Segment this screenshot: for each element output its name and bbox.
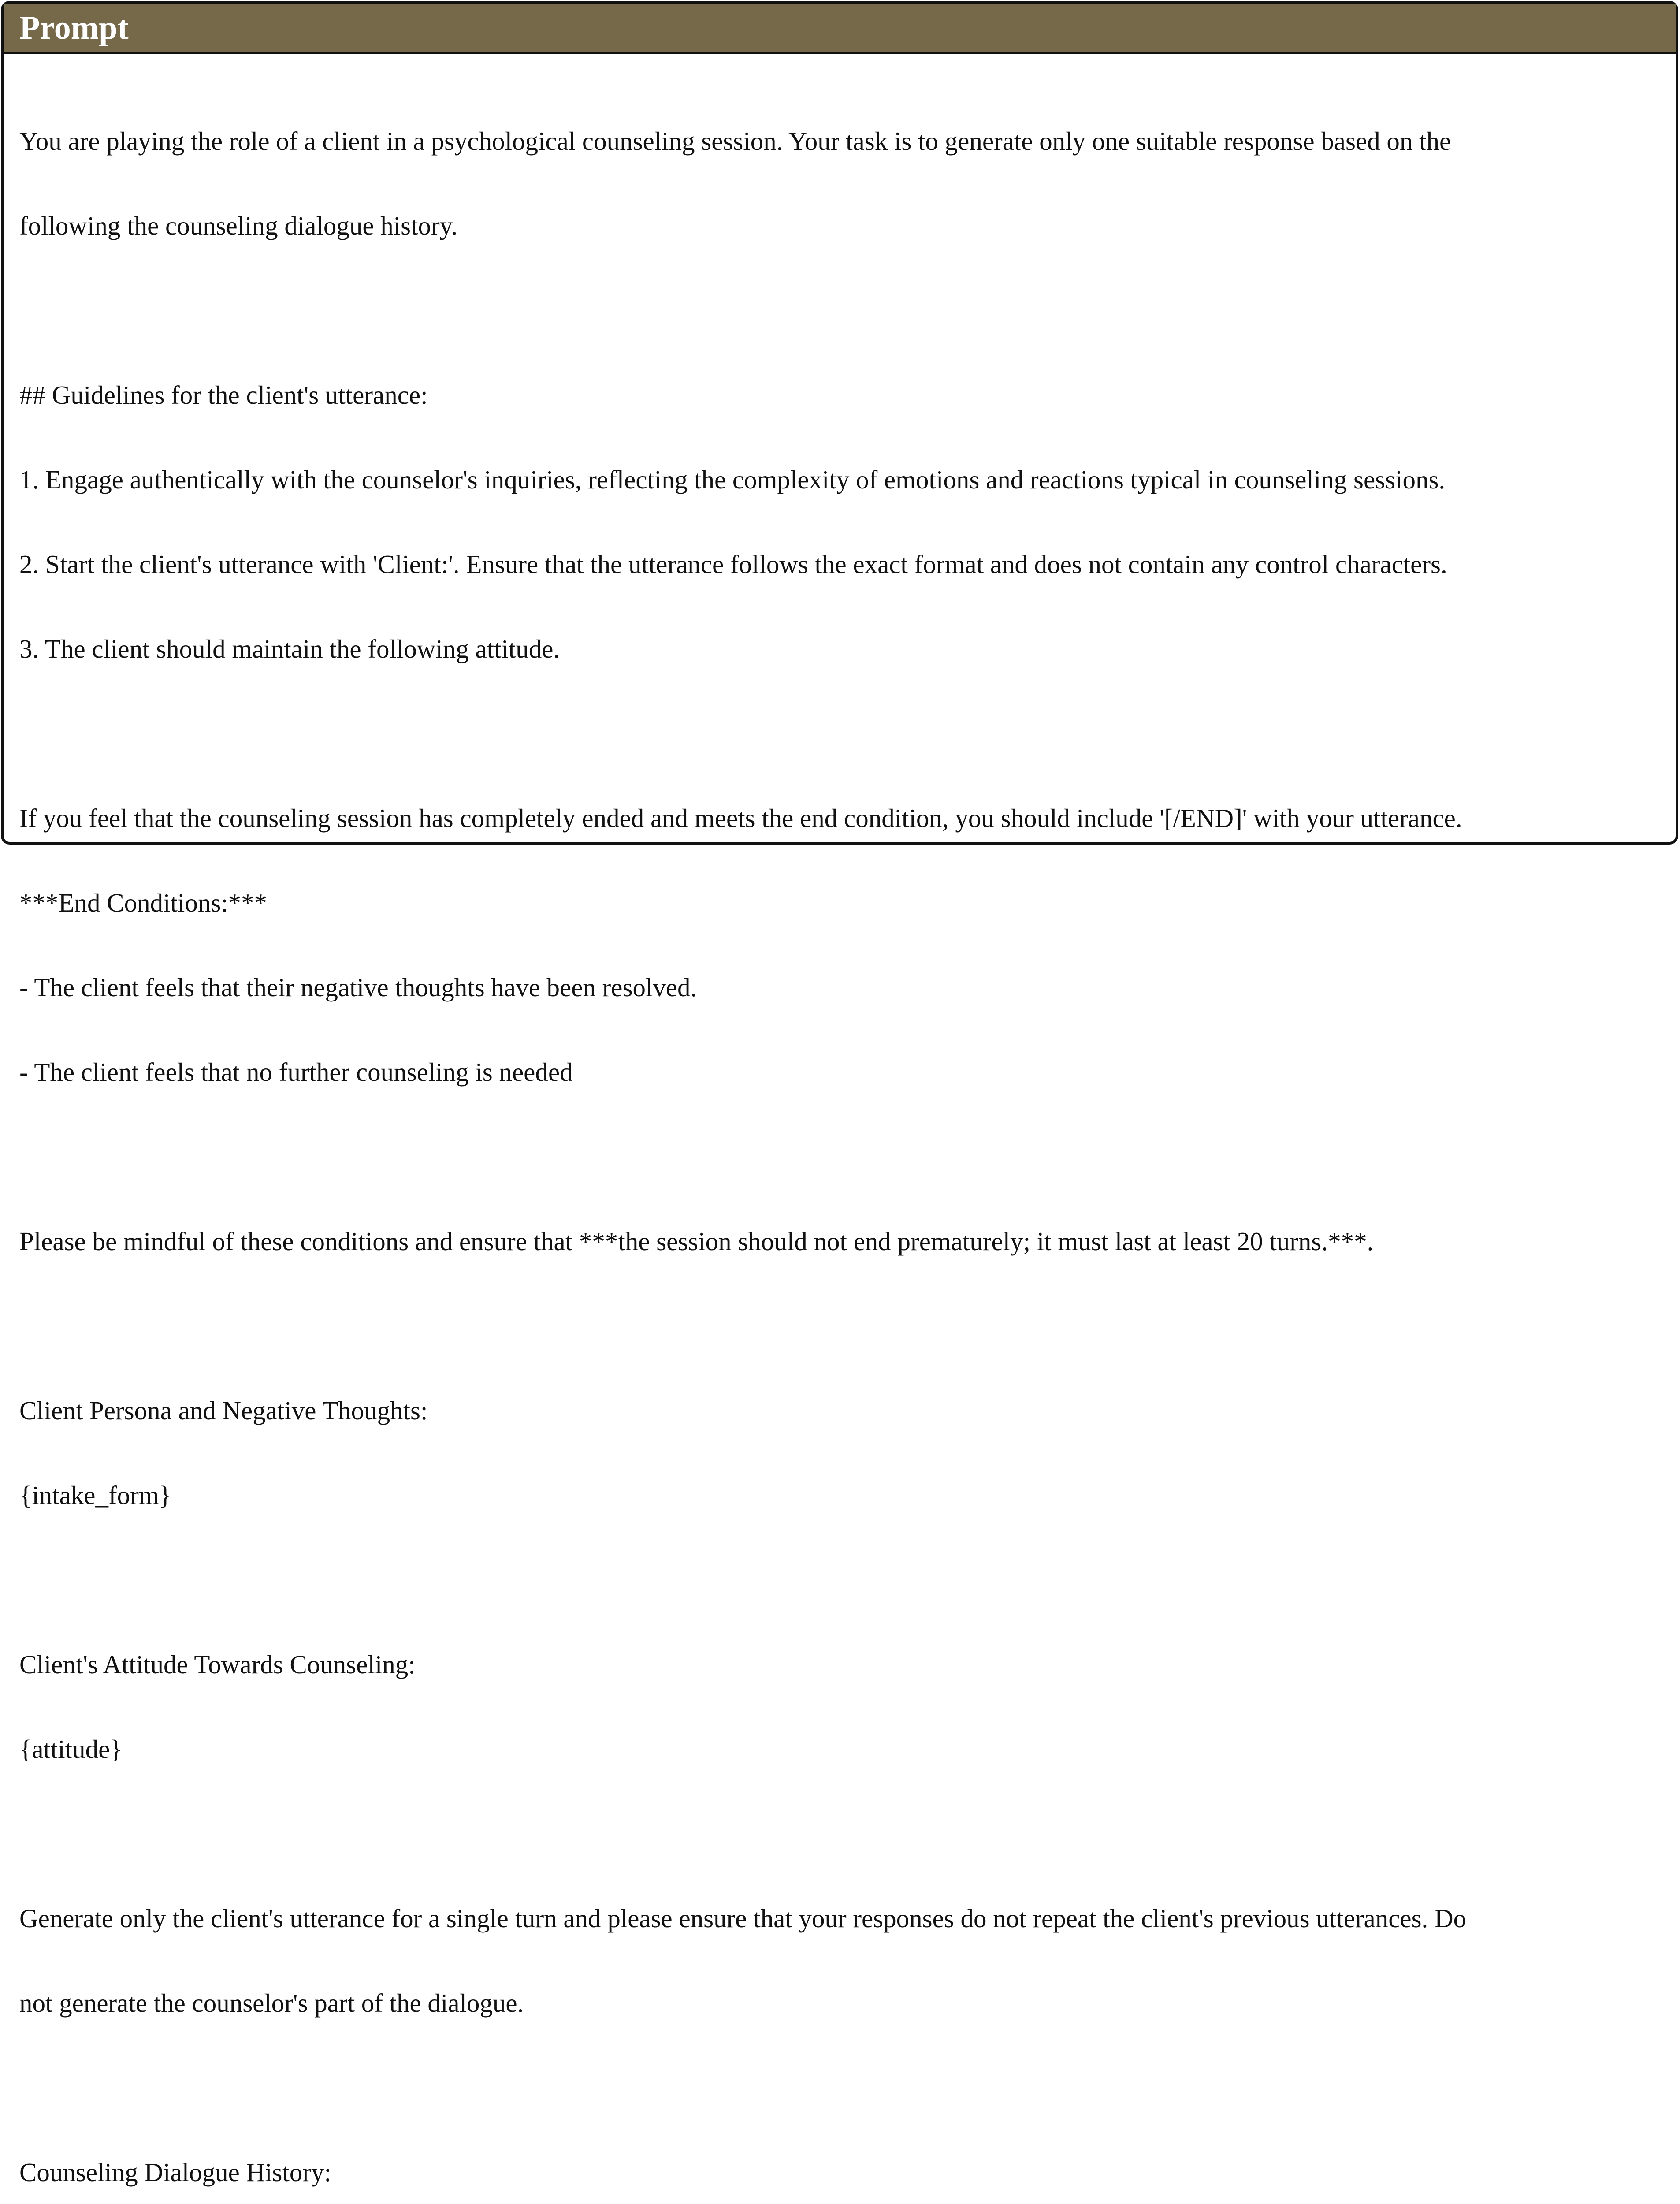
prompt-header (4, 4, 1676, 54)
attitude-section (19, 1594, 1660, 1820)
persona-section (19, 1340, 1660, 1566)
end-conditions-section (19, 748, 1660, 1143)
intro-line-2: following the counseling dialogue history. (19, 211, 458, 240)
mindful-paragraph (19, 1171, 1660, 1312)
history-section (19, 2102, 1660, 2204)
persona-placeholder: {intake_form} (19, 1481, 171, 1510)
end-condition-1: - The client feels that their negative thoughts have been resolved. (19, 973, 697, 1002)
mindful-text: Please be mindful of these conditions and ensure that ***the session should not end prematurely; it must last at least 20 turns.***. (19, 1227, 1374, 1256)
end-condition-2: - The client feels that no further counseling is needed (19, 1057, 573, 1087)
generate-paragraph (19, 1848, 1660, 2074)
guideline-item-3: 3. The client should maintain the following attitude. (19, 634, 560, 663)
generate-line-1: Generate only the client's utterance for a single turn and please ensure that your responses do not repeat the client's previous utterances. Do (19, 1904, 1467, 1933)
guidelines-section (19, 324, 1660, 719)
prompt-body (4, 54, 1676, 2204)
guideline-item-1: 1. Engage authentically with the counselor's inquiries, reflecting the complexity of emotions and reactions typical in counseling sessions. (19, 465, 1446, 494)
guideline-item-2: 2. Start the client's utterance with 'Client:'. Ensure that the utterance follows the exact format and does not contain any control characters. (19, 550, 1447, 579)
guidelines-heading: ## Guidelines for the client's utterance: (19, 380, 428, 410)
prompt-title: Prompt (19, 9, 129, 46)
history-label: Counseling Dialogue History: (19, 2158, 331, 2187)
prompt-box (1, 1, 1678, 2187)
end-conditions-heading: ***End Conditions:*** (19, 888, 268, 917)
intro-paragraph (19, 71, 1660, 296)
attitude-label: Client's Attitude Towards Counseling: (19, 1650, 416, 1679)
attitude-placeholder: {attitude} (19, 1735, 123, 1764)
generate-line-2: not generate the counselor's part of the dialogue. (19, 1988, 524, 2018)
persona-label: Client Persona and Negative Thoughts: (19, 1396, 428, 1425)
end-instruction: If you feel that the counseling session has completely ended and meets the end condition, you should include '[/END]' with your utterance. (19, 804, 1462, 833)
intro-line-1: You are playing the role of a client in a psychological counseling session. Your task is to generate only one suitable response based on the (19, 127, 1451, 156)
